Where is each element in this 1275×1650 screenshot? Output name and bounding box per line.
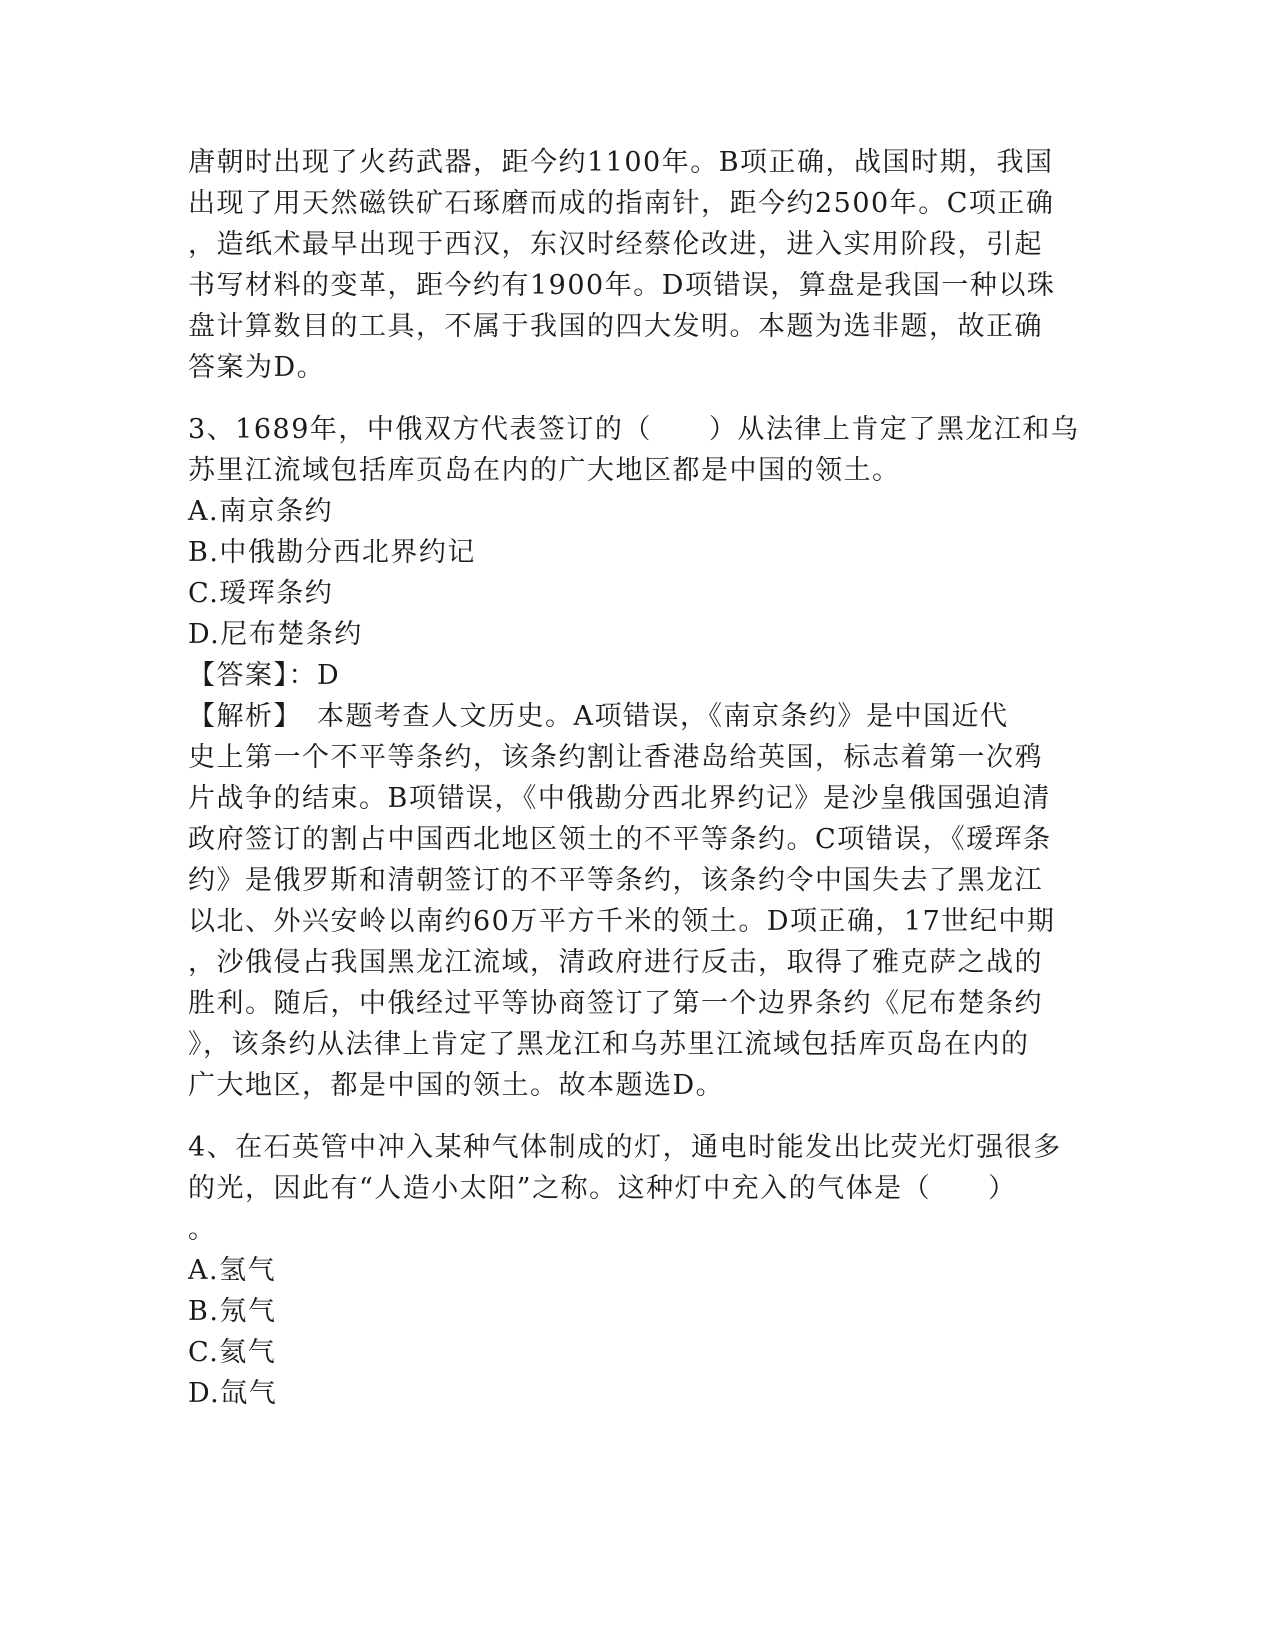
question-3-analysis-line: 广大地区，都是中国的领土。故本题选D。 [188,1070,725,1101]
question-3-analysis-line: 胜利。随后，中俄经过平等协商签订了第一个边界条约《尼布楚条约 [188,988,1043,1019]
question-3-option-d: D.尼布楚条约 [188,619,363,650]
text-line: 唐朝时出现了火药武器，距今约1100年。B项正确，战国时期，我国 [188,147,1054,178]
text-line: 出现了用天然磁铁矿石琢磨而成的指南针，距今约2500年。C项正确 [188,188,1055,219]
question-4-option-c: C.氦气 [188,1337,277,1368]
question-4-option-a: A.氢气 [188,1255,277,1286]
question-4-stem-line: 4、在石英管中冲入某种气体制成的灯，通电时能发出比荧光灯强很多 [188,1132,1062,1163]
question-3-analysis-line: 史上第一个不平等条约，该条约割让香港岛给英国，标志着第一次鸦 [188,742,1043,773]
question-3-option-b: B.中俄勘分西北界约记 [188,537,476,568]
question-3-analysis-line: 【解析】 本题考查人文历史。A项错误，《南京条约》是中国近代 [188,701,1009,732]
text-line: 盘计算数目的工具，不属于我国的四大发明。本题为选非题，故正确 [188,311,1043,342]
question-3-option-c: C.瑷珲条约 [188,578,334,609]
question-3-answer: 【答案】：D [188,660,341,691]
question-4-option-b: B.氖气 [188,1296,277,1327]
question-4-stem-line: 。 [188,1214,217,1245]
question-3-analysis-line: 约》是俄罗斯和清朝签订的不平等条约，该条约令中国失去了黑龙江 [188,865,1043,896]
question-3-analysis-line: 》，该条约从法律上肯定了黑龙江和乌苏里江流域包括库页岛在内的 [188,1029,1030,1060]
question-3-analysis-line: 以北、外兴安岭以南约60万平方千米的领土。D项正确，17世纪中期 [188,906,1056,937]
question-3-stem-line: 3、1689年，中俄双方代表签订的（ ）从法律上肯定了黑龙江和乌 [188,414,1080,445]
question-4-option-d: D.氙气 [188,1378,278,1409]
text-line: ，造纸术最早出现于西汉，东汉时经蔡伦改进，进入实用阶段，引起 [188,229,1043,260]
question-3-analysis-line: ，沙俄侵占我国黑龙江流域，清政府进行反击，取得了雅克萨之战的 [188,947,1043,978]
question-4-stem-line: 的光，因此有“人造小太阳”之称。这种灯中充入的气体是（ ） [188,1173,1017,1204]
text-line: 书写材料的变革，距今约有1900年。D项错误，算盘是我国一种以珠 [188,270,1056,301]
question-3-stem-line: 苏里江流域包括库页岛在内的广大地区都是中国的领土。 [188,455,901,486]
question-3-analysis-line: 政府签订的割占中国西北地区领土的不平等条约。C项错误，《瑷珲条 [188,824,1052,855]
question-3-analysis-line: 片战争的结束。B项错误，《中俄勘分西北界约记》是沙皇俄国强迫清 [188,783,1051,814]
text-line: 答案为D。 [188,352,326,383]
question-3-option-a: A.南京条约 [188,496,334,527]
